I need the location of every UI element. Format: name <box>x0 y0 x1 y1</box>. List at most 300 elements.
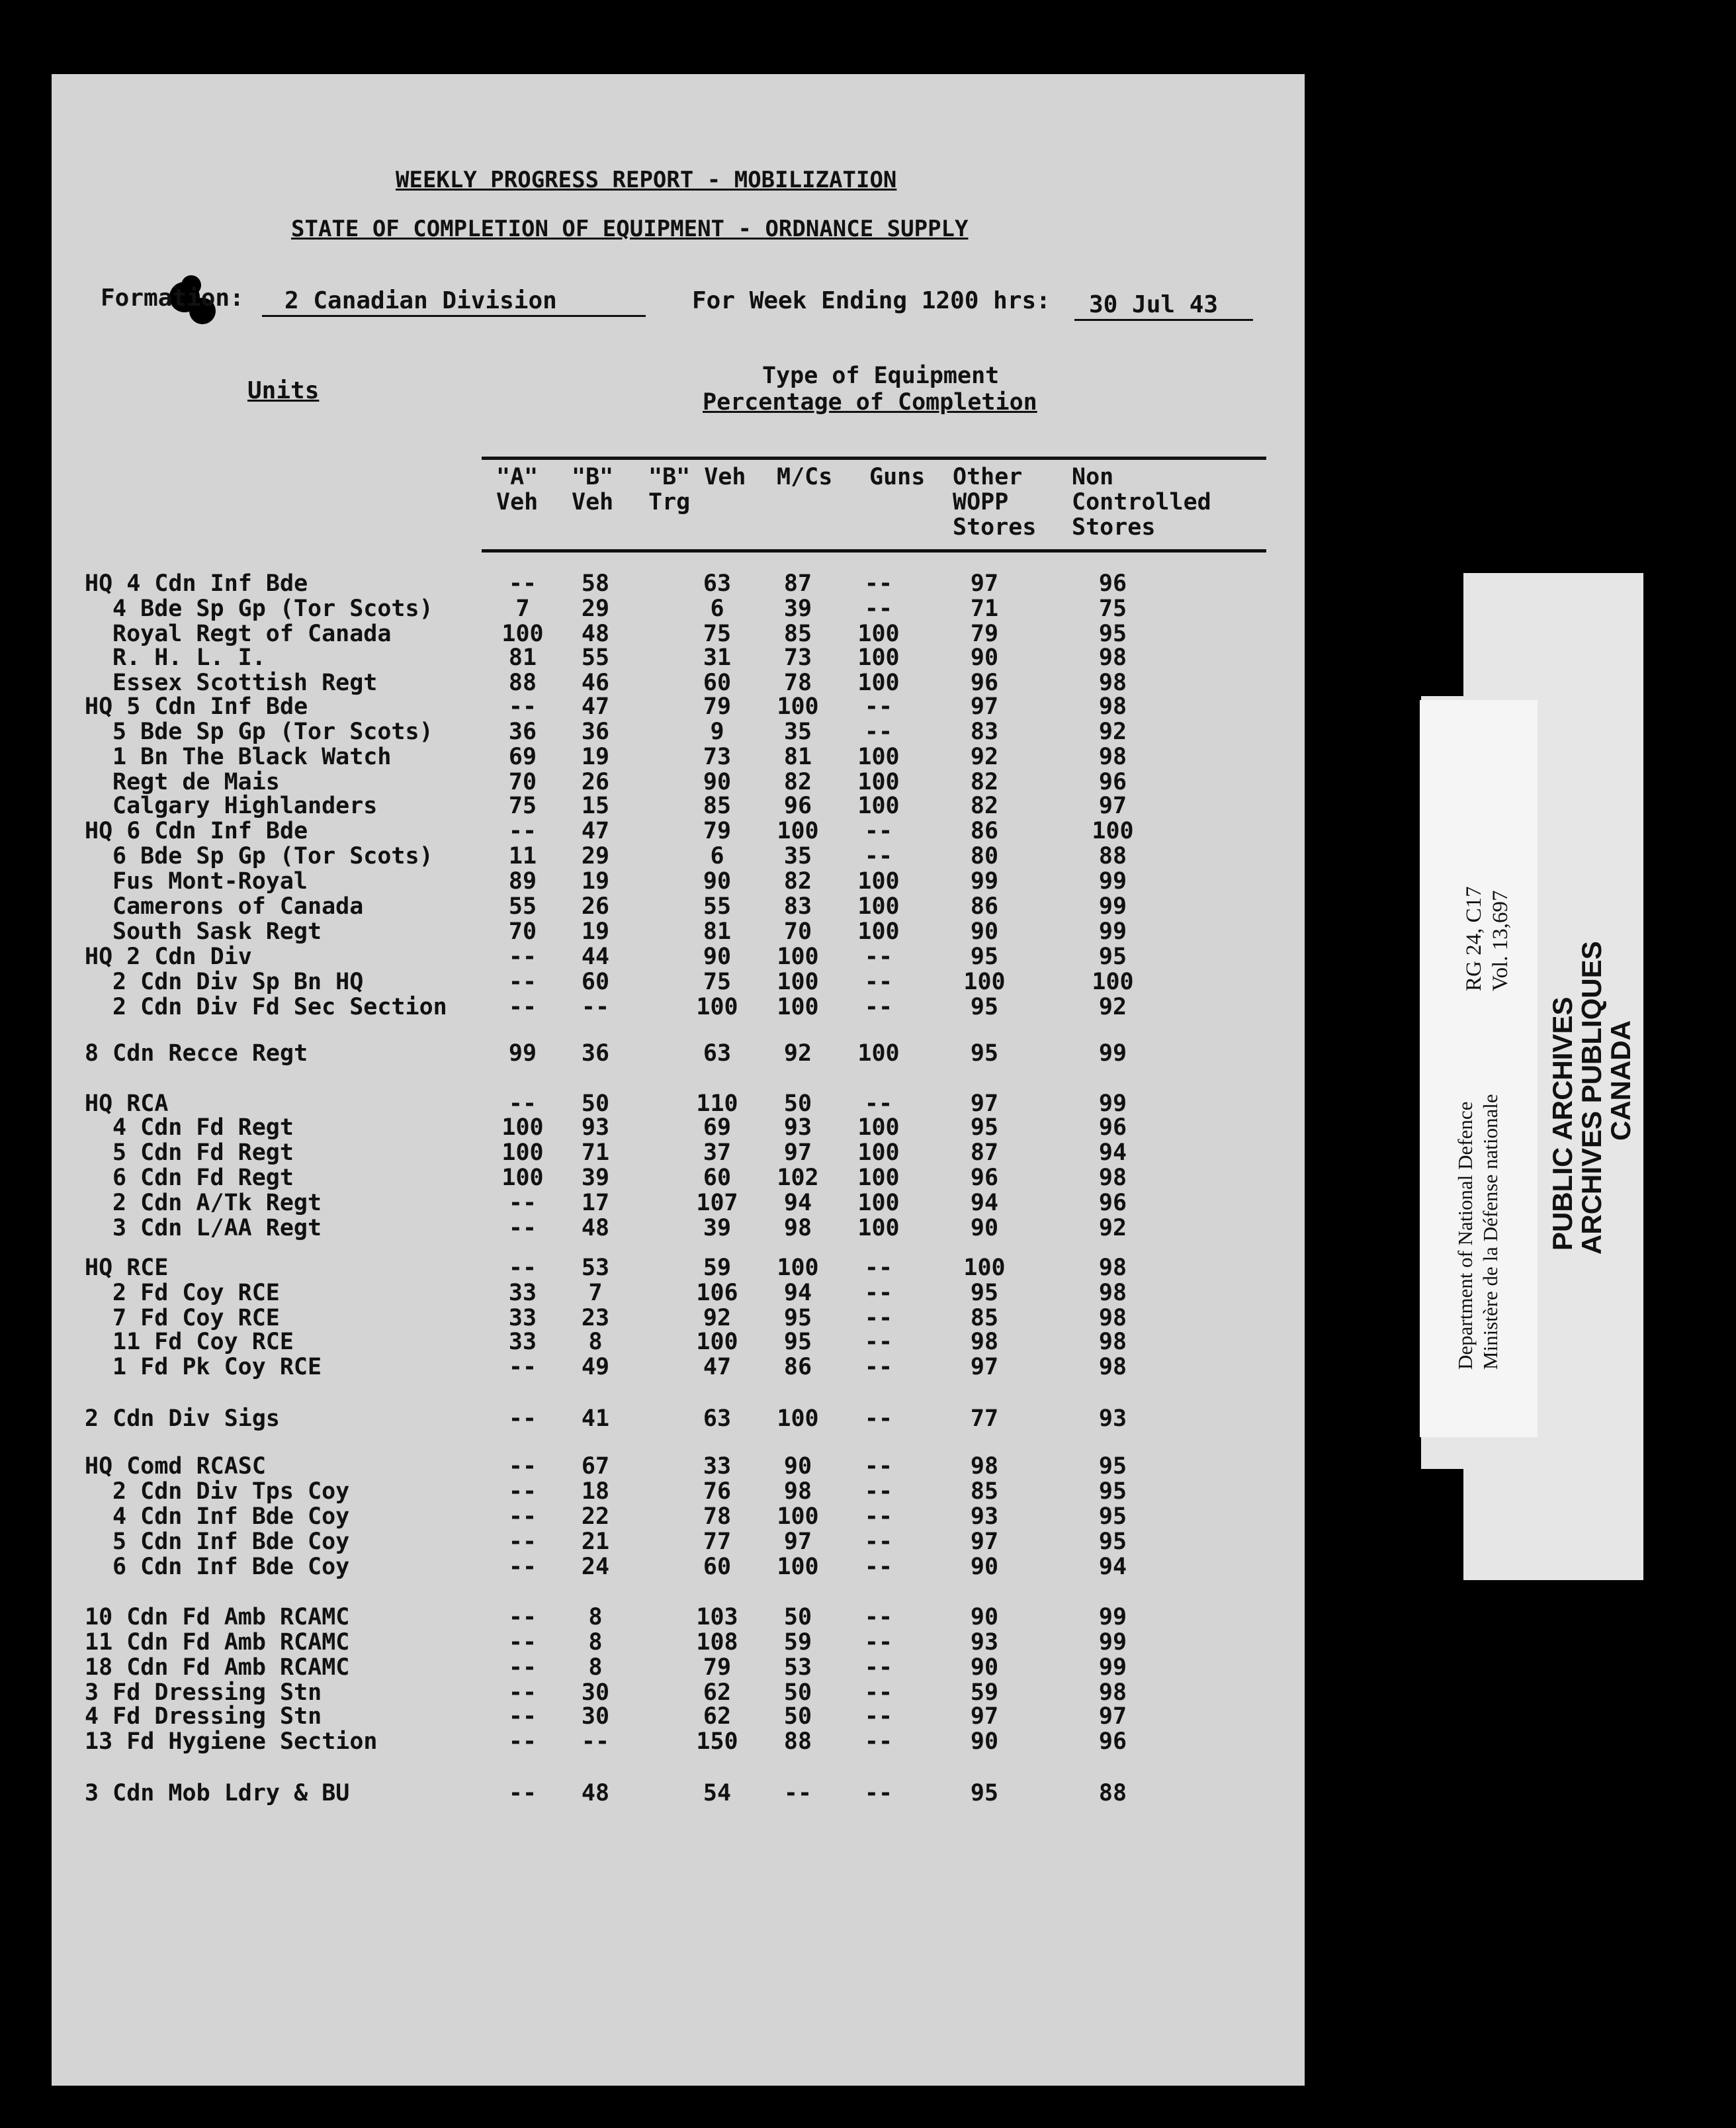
table-cell: 100 <box>777 1503 819 1530</box>
table-cell: -- <box>864 1405 893 1432</box>
table-cell: 110 <box>696 1090 738 1117</box>
week-label: For Week Ending 1200 hrs: <box>692 287 1051 314</box>
table-cell: -- <box>864 1280 893 1306</box>
unit-name: 2 Cdn Div Sp Bn HQ <box>112 969 364 995</box>
table-cell: 97 <box>1098 1703 1127 1730</box>
table-cell: -- <box>508 1215 537 1241</box>
unit-name: 5 Cdn Fd Regt <box>112 1139 294 1166</box>
table-cell: 83 <box>783 893 812 920</box>
table-cell: 96 <box>783 793 812 819</box>
table-cell: -- <box>508 1679 537 1706</box>
table-cell: 50 <box>783 1679 812 1706</box>
table-cell: 106 <box>696 1280 738 1306</box>
table-cell: 93 <box>783 1114 812 1141</box>
table-cell: 39 <box>703 1215 732 1241</box>
table-cell: 100 <box>857 670 900 696</box>
document-page <box>52 74 1305 2086</box>
table-cell: 95 <box>970 1280 999 1306</box>
archive-country: CANADA <box>1605 1020 1636 1141</box>
table-cell: 82 <box>783 868 812 895</box>
table-cell: 85 <box>703 793 732 819</box>
table-cell: -- <box>508 570 537 597</box>
table-cell: 100 <box>777 1255 819 1281</box>
table-cell: 24 <box>581 1554 610 1580</box>
table-cell: 48 <box>581 1215 610 1241</box>
table-cell: 88 <box>508 670 537 696</box>
table-cell: 29 <box>581 596 610 622</box>
table-cell: -- <box>508 994 537 1020</box>
unit-name: 5 Cdn Inf Bde Coy <box>112 1529 350 1555</box>
table-cell: 82 <box>783 769 812 795</box>
table-cell: -- <box>581 994 610 1020</box>
table-cell: -- <box>864 1654 893 1681</box>
table-cell: 100 <box>777 994 819 1020</box>
unit-name: 2 Fd Coy RCE <box>112 1280 280 1306</box>
report-subtitle: STATE OF COMPLETION OF EQUIPMENT - ORDNANCE SUPPLY <box>291 216 969 242</box>
table-cell: 99 <box>1098 1629 1127 1656</box>
table-cell: 78 <box>703 1503 732 1530</box>
table-cell: -- <box>864 1478 893 1505</box>
table-cell: 107 <box>696 1190 738 1216</box>
unit-name: 11 Fd Coy RCE <box>112 1329 294 1355</box>
table-cell: 100 <box>857 1215 900 1241</box>
table-cell: -- <box>864 843 893 869</box>
table-cell: 100 <box>857 1165 900 1191</box>
table-cell: 36 <box>581 1040 610 1067</box>
table-cell: 96 <box>1098 570 1127 597</box>
table-cell: 55 <box>581 644 610 671</box>
table-cell: 79 <box>703 818 732 844</box>
unit-name: 3 Cdn L/AA Regt <box>112 1215 322 1241</box>
table-cell: 98 <box>1098 1255 1127 1281</box>
table-cell: 86 <box>970 818 999 844</box>
table-cell: -- <box>864 1629 893 1656</box>
table-cell: -- <box>508 693 537 720</box>
table-cell: 90 <box>970 644 999 671</box>
table-cell: 95 <box>970 944 999 970</box>
table-cell: -- <box>508 1554 537 1580</box>
table-cell: 100 <box>1092 818 1134 844</box>
table-cell: 90 <box>970 1554 999 1580</box>
unit-name: 13 Fd Hygiene Section <box>85 1728 378 1755</box>
unit-name: 2 Cdn A/Tk Regt <box>112 1190 322 1216</box>
table-cell: 95 <box>1098 1453 1127 1480</box>
table-cell: 71 <box>970 596 999 622</box>
table-cell: 98 <box>970 1329 999 1355</box>
table-cell: 88 <box>1098 1780 1127 1806</box>
table-cell: 59 <box>970 1679 999 1706</box>
table-cell: 93 <box>970 1503 999 1530</box>
unit-name: Essex Scottish Regt <box>112 670 378 696</box>
table-cell: 55 <box>508 893 537 920</box>
table-cell: 48 <box>581 621 610 647</box>
table-cell: 81 <box>703 918 732 945</box>
table-cell: -- <box>508 1529 537 1555</box>
table-cell: 33 <box>508 1280 537 1306</box>
table-cell: 100 <box>696 1329 738 1355</box>
table-cell: -- <box>508 1728 537 1755</box>
archive-pa-en: PUBLIC ARCHIVES <box>1547 997 1578 1251</box>
unit-name: 6 Cdn Inf Bde Coy <box>112 1554 350 1580</box>
table-cell: 98 <box>1098 1305 1127 1331</box>
table-cell: 95 <box>783 1329 812 1355</box>
unit-name: R. H. L. I. <box>112 644 266 671</box>
table-cell: 88 <box>1098 843 1127 869</box>
table-cell: 70 <box>783 918 812 945</box>
table-cell: 26 <box>581 893 610 920</box>
table-cell: -- <box>508 1654 537 1681</box>
table-cell: 60 <box>581 969 610 995</box>
table-cell: 47 <box>581 818 610 844</box>
table-cell: 92 <box>1098 994 1127 1020</box>
table-cell: 100 <box>501 621 544 647</box>
unit-name: 11 Cdn Fd Amb RCAMC <box>85 1629 350 1656</box>
table-cell: 95 <box>970 994 999 1020</box>
table-cell: 70 <box>508 918 537 945</box>
table-cell: 98 <box>1098 1679 1127 1706</box>
table-cell: 53 <box>581 1255 610 1281</box>
table-cell: 63 <box>703 570 732 597</box>
table-cell: 108 <box>696 1629 738 1656</box>
table-cell: 100 <box>857 621 900 647</box>
unit-name: 4 Bde Sp Gp (Tor Scots) <box>112 596 433 622</box>
table-cell: 100 <box>857 1114 900 1141</box>
table-cell: 99 <box>1098 918 1127 945</box>
table-cell: 8 <box>588 1329 603 1355</box>
table-cell: 92 <box>703 1305 732 1331</box>
table-cell: 100 <box>857 1139 900 1166</box>
table-cell: 85 <box>783 621 812 647</box>
column-header: Other WOPP Stores <box>953 464 1037 541</box>
unit-name: 4 Cdn Fd Regt <box>112 1114 294 1141</box>
unit-name: HQ Comd RCASC <box>85 1453 266 1480</box>
table-cell: 98 <box>1098 1280 1127 1306</box>
table-cell: -- <box>864 969 893 995</box>
table-cell: 98 <box>1098 693 1127 720</box>
table-cell: 77 <box>970 1405 999 1432</box>
table-cell: 100 <box>857 744 900 770</box>
table-cell: 33 <box>508 1305 537 1331</box>
table-cell: 100 <box>777 969 819 995</box>
table-cell: 97 <box>783 1529 812 1555</box>
table-cell: 92 <box>1098 719 1127 745</box>
units-heading: Units <box>247 377 320 404</box>
table-cell: 94 <box>783 1280 812 1306</box>
table-cell: 73 <box>703 744 732 770</box>
table-cell: 95 <box>970 1780 999 1806</box>
archive-dept-en: Department of National Defence <box>1454 1101 1477 1370</box>
table-cell: 75 <box>703 621 732 647</box>
table-cell: 98 <box>1098 1329 1127 1355</box>
unit-name: 5 Bde Sp Gp (Tor Scots) <box>112 719 433 745</box>
table-cell: 69 <box>508 744 537 770</box>
table-cell: -- <box>508 1090 537 1117</box>
table-cell: 58 <box>581 570 610 597</box>
table-cell: -- <box>864 1255 893 1281</box>
table-cell: 96 <box>970 1165 999 1191</box>
table-cell: 90 <box>783 1453 812 1480</box>
table-cell: 97 <box>970 1090 999 1117</box>
table-cell: 95 <box>970 1114 999 1141</box>
table-cell: 8 <box>588 1629 603 1656</box>
table-cell: -- <box>864 693 893 720</box>
table-cell: -- <box>864 1780 893 1806</box>
table-cell: 100 <box>501 1114 544 1141</box>
table-cell: -- <box>508 1354 537 1380</box>
table-cell: 93 <box>581 1114 610 1141</box>
unit-name: HQ RCA <box>85 1090 169 1117</box>
header-rule-top <box>482 457 1266 460</box>
table-cell: 71 <box>581 1139 610 1166</box>
table-cell: 50 <box>581 1090 610 1117</box>
table-cell: 92 <box>783 1040 812 1067</box>
table-cell: 100 <box>857 793 900 819</box>
table-cell: 90 <box>970 1604 999 1630</box>
table-cell: 98 <box>1098 644 1127 671</box>
unit-name: South Sask Regt <box>112 918 322 945</box>
table-cell: 50 <box>783 1604 812 1630</box>
table-cell: -- <box>508 944 537 970</box>
table-cell: 100 <box>777 1554 819 1580</box>
table-cell: 62 <box>703 1679 732 1706</box>
table-cell: 50 <box>783 1703 812 1730</box>
archive-ref-1: RG 24, C17 <box>1462 886 1486 991</box>
table-cell: 100 <box>777 693 819 720</box>
table-cell: 92 <box>1098 1215 1127 1241</box>
table-cell: 67 <box>581 1453 610 1480</box>
table-cell: 102 <box>777 1165 819 1191</box>
formation-label: Formation: <box>101 285 244 312</box>
table-cell: 97 <box>970 1529 999 1555</box>
table-cell: -- <box>508 1629 537 1656</box>
table-cell: -- <box>864 1679 893 1706</box>
table-cell: -- <box>864 994 893 1020</box>
table-cell: 30 <box>581 1679 610 1706</box>
archive-pa-fr: ARCHIVES PUBLIQUES <box>1576 941 1607 1255</box>
table-cell: -- <box>508 1190 537 1216</box>
table-cell: 86 <box>783 1354 812 1380</box>
table-cell: 47 <box>581 693 610 720</box>
table-cell: 103 <box>696 1604 738 1630</box>
table-cell: 8 <box>588 1604 603 1630</box>
table-cell: 98 <box>1098 670 1127 696</box>
table-cell: 69 <box>703 1114 732 1141</box>
table-cell: 94 <box>1098 1139 1127 1166</box>
table-cell: 100 <box>777 1405 819 1432</box>
type-heading: Type of Equipment <box>762 363 1000 389</box>
table-cell: 18 <box>581 1478 610 1505</box>
table-cell: 98 <box>970 1453 999 1480</box>
unit-name: 4 Fd Dressing Stn <box>85 1703 322 1730</box>
table-cell: 90 <box>970 1654 999 1681</box>
table-cell: 100 <box>857 893 900 920</box>
table-cell: 76 <box>703 1478 732 1505</box>
table-cell: 75 <box>508 793 537 819</box>
unit-name: HQ 5 Cdn Inf Bde <box>85 693 308 720</box>
table-cell: -- <box>864 1728 893 1755</box>
table-cell: 62 <box>703 1703 732 1730</box>
table-cell: 33 <box>508 1329 537 1355</box>
unit-name: Calgary Highlanders <box>112 793 378 819</box>
table-cell: 98 <box>1098 1165 1127 1191</box>
table-cell: 23 <box>581 1305 610 1331</box>
table-cell: -- <box>864 719 893 745</box>
table-cell: 77 <box>703 1529 732 1555</box>
table-cell: 49 <box>581 1354 610 1380</box>
unit-name: Royal Regt of Canada <box>112 621 392 647</box>
table-cell: 11 <box>508 843 537 869</box>
table-cell: -- <box>508 1453 537 1480</box>
unit-name: Camerons of Canada <box>112 893 364 920</box>
table-cell: -- <box>864 1305 893 1331</box>
table-cell: 41 <box>581 1405 610 1432</box>
table-cell: 98 <box>1098 1354 1127 1380</box>
table-cell: 95 <box>1098 944 1127 970</box>
table-cell: 36 <box>508 719 537 745</box>
table-cell: 97 <box>970 1703 999 1730</box>
table-cell: 79 <box>703 1654 732 1681</box>
archive-ref-2: Vol. 13,697 <box>1489 890 1512 991</box>
table-cell: -- <box>508 1405 537 1432</box>
unit-name: 3 Fd Dressing Stn <box>85 1679 322 1706</box>
table-cell: 80 <box>970 843 999 869</box>
table-cell: 100 <box>501 1139 544 1166</box>
table-cell: 15 <box>581 793 610 819</box>
table-cell: 81 <box>508 644 537 671</box>
table-cell: 60 <box>703 670 732 696</box>
table-cell: 96 <box>1098 1190 1127 1216</box>
table-cell: 96 <box>1098 769 1127 795</box>
table-cell: 48 <box>581 1780 610 1806</box>
unit-name: HQ 6 Cdn Inf Bde <box>85 818 308 844</box>
table-cell: 99 <box>1098 1090 1127 1117</box>
column-header: "B" Veh <box>572 464 614 515</box>
table-cell: 35 <box>783 843 812 869</box>
table-cell: 93 <box>970 1629 999 1656</box>
table-cell: 73 <box>783 644 812 671</box>
table-cell: 59 <box>783 1629 812 1656</box>
unit-name: 18 Cdn Fd Amb RCAMC <box>85 1654 350 1681</box>
table-cell: -- <box>864 596 893 622</box>
table-cell: 94 <box>970 1190 999 1216</box>
table-cell: 70 <box>508 769 537 795</box>
archive-dept-fr: Ministère de la Défense nationale <box>1479 1094 1502 1370</box>
table-cell: 21 <box>581 1529 610 1555</box>
table-cell: 97 <box>1098 793 1127 819</box>
pct-heading: Percentage of Completion <box>703 389 1037 416</box>
table-cell: 90 <box>703 868 732 895</box>
table-cell: 8 <box>588 1654 603 1681</box>
unit-name: 1 Fd Pk Coy RCE <box>112 1354 322 1380</box>
table-cell: 95 <box>1098 1529 1127 1555</box>
table-cell: 99 <box>1098 1040 1127 1067</box>
table-cell: 9 <box>710 719 724 745</box>
table-cell: 97 <box>970 570 999 597</box>
table-cell: 100 <box>777 818 819 844</box>
table-cell: 90 <box>970 1728 999 1755</box>
table-cell: 100 <box>501 1165 544 1191</box>
table-cell: 100 <box>857 868 900 895</box>
table-cell: 95 <box>1098 1478 1127 1505</box>
column-header: "A" Veh <box>496 464 539 515</box>
table-cell: -- <box>508 969 537 995</box>
table-cell: 99 <box>1098 1654 1127 1681</box>
unit-name: 7 Fd Coy RCE <box>112 1305 280 1331</box>
table-cell: 60 <box>703 1554 732 1580</box>
table-cell: 95 <box>970 1040 999 1067</box>
table-cell: 82 <box>970 769 999 795</box>
table-cell: 63 <box>703 1040 732 1067</box>
table-cell: 89 <box>508 868 537 895</box>
table-cell: 98 <box>783 1478 812 1505</box>
table-cell: 90 <box>970 918 999 945</box>
table-cell: 94 <box>1098 1554 1127 1580</box>
table-cell: 99 <box>1098 868 1127 895</box>
table-cell: -- <box>864 1604 893 1630</box>
table-cell: 86 <box>970 893 999 920</box>
table-cell: 6 <box>710 843 724 869</box>
table-cell: -- <box>864 1090 893 1117</box>
table-cell: 35 <box>783 719 812 745</box>
table-cell: 53 <box>783 1654 812 1681</box>
table-cell: -- <box>508 1780 537 1806</box>
table-cell: 98 <box>783 1215 812 1241</box>
table-cell: 79 <box>703 693 732 720</box>
table-cell: 100 <box>963 1255 1006 1281</box>
table-cell: 7 <box>588 1280 603 1306</box>
table-cell: 6 <box>710 596 724 622</box>
table-cell: 94 <box>783 1190 812 1216</box>
week-value: 30 Jul 43 <box>1089 291 1219 318</box>
unit-name: 8 Cdn Recce Regt <box>85 1040 308 1067</box>
table-cell: -- <box>508 1703 537 1730</box>
table-cell: 85 <box>970 1478 999 1505</box>
table-cell: 95 <box>783 1305 812 1331</box>
table-cell: 81 <box>783 744 812 770</box>
table-cell: 97 <box>970 693 999 720</box>
table-cell: 99 <box>970 868 999 895</box>
table-cell: 30 <box>581 1703 610 1730</box>
table-cell: 95 <box>1098 1503 1127 1530</box>
table-cell: 87 <box>783 570 812 597</box>
table-cell: 59 <box>703 1255 732 1281</box>
report-title: WEEKLY PROGRESS REPORT - MOBILIZATION <box>396 167 897 193</box>
table-cell: 85 <box>970 1305 999 1331</box>
table-cell: 100 <box>963 969 1006 995</box>
table-cell: 100 <box>857 1040 900 1067</box>
table-cell: 31 <box>703 644 732 671</box>
unit-name: HQ 4 Cdn Inf Bde <box>85 570 308 597</box>
table-cell: 39 <box>783 596 812 622</box>
table-cell: -- <box>508 1478 537 1505</box>
unit-name: HQ RCE <box>85 1255 169 1281</box>
table-cell: 22 <box>581 1503 610 1530</box>
column-header: Guns <box>869 464 926 490</box>
table-cell: 99 <box>508 1040 537 1067</box>
table-cell: -- <box>864 944 893 970</box>
table-cell: 50 <box>783 1090 812 1117</box>
column-header: Non Controlled Stores <box>1072 464 1211 541</box>
table-cell: 100 <box>857 1190 900 1216</box>
table-cell: -- <box>508 1604 537 1630</box>
table-cell: 46 <box>581 670 610 696</box>
table-cell: 39 <box>581 1165 610 1191</box>
table-cell: 90 <box>970 1215 999 1241</box>
table-cell: -- <box>508 818 537 844</box>
table-cell: 97 <box>970 1354 999 1380</box>
table-cell: -- <box>864 818 893 844</box>
table-cell: -- <box>783 1780 812 1806</box>
